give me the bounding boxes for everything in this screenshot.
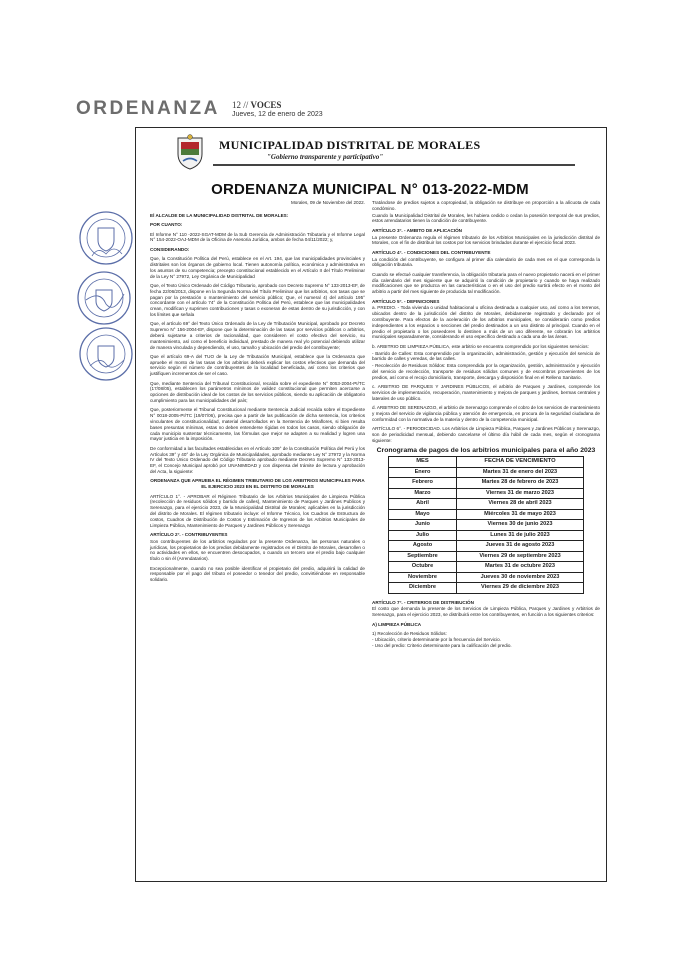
paragraph-facultades: De conformidad a las facultades establecidas en el Artículo 109° de la Constitución Política del Perú y los Artículos 39° y 40° de la Ley Orgánica de Municipalidades, aprobado mediante Ley N° 27972 y la Norma IV del Texto Único Ordenado del Código Tributario aprobado mediante Decreto Supremo N° 133-2013-EF, el Concejo Municipal aprobó por UNANIMIDAD y con dispensa del trámite de lectura y aprobación del Acta, la siguiente: (150, 445, 365, 475)
page-number: 12 (232, 100, 241, 110)
article-2: Son contribuyentes de los arbitrios regulados por la presente Ordenanza, las personas naturales o jurídicas, los propietarios de los predios debidamente registrados en el Distrito de Morales, desarrollen o no actividades en ellos, se encuentren desocupados, o cuando un tercero use el predio bajo cualquier título o sin él (Arrendatarios). (150, 538, 365, 562)
stamp-seals (76, 210, 136, 380)
right-column (372, 200, 600, 652)
table-header-row (389, 457, 584, 468)
dateline: Morales, 09 de Noviembre del 2022. (290, 200, 365, 205)
article-4: La condición del contribuyente, se configura al primer día calendario de cada mes en el que corresponda la obligación tributaria. (372, 256, 600, 268)
paragraph-sentencia-tc: Que, mediante Sentencia del Tribunal Constitucional, recaída sobre el expediente N° 0053-2004-PI/TC (17/08/05), establecen los parámetros mínimos de validez constitucional que permiten acercarse a opciones de distribución ideal de los costos de los servicios públicos, siendo su aplicación de obligatorio cumplimiento para las municipalidades del país; (150, 380, 365, 404)
definition-serenazgo: d. ARBITRIO DE SERENAZGO, el arbitrio de Serenazgo comprende el cobro de los servicios de mantenimiento y mejora del servicio de vigilancia pública y atención de emergencia, en procura de la seguridad ciudadana de conformidad con la normativa de la materia y dentro de la competencia municipal. (372, 405, 601, 422)
paragraph-codigo-tributario: Que, el Texto Único Ordenado del Código Tributario, aprobado con Decreto Supremo N° 133-2013-EF, de fecha 22/06/2013, dispone en la Segunda Norma del Título Preliminar que los arbitrios, son tasas que se pagan por la prestación o mantenimiento del servicio público; Que, el numeral 4) del artículo 195° concordante con el artículo 74° de la Constitución Política del Perú, establece que las municipalidades crean, modifican y suprimen contribuciones y tasas o exoneran de estas dentro de su jurisdicción, y con los límites que señala (150, 282, 365, 317)
considerando-heading: CONSIDERANDO: (150, 246, 190, 252)
ordinance-title: ORDENANZA MUNICIPAL N° 013-2022-MDM (211, 181, 529, 198)
due-date-cell: Viernes 28 de abril 2023 (457, 499, 584, 510)
article-6: ARTÍCULO 6°. - PERIODICIDAD. Los Arbitrios de Limpieza Pública, Parques y Jardines Públicos y Serenazgo, son de periodicidad mensual, debiendo cancelarse el último día hábil de cada mes, según el cronograma siguiente: (372, 426, 600, 443)
paragraph-transferencia: Cuando se efectué cualquier transferencia, la obligación tributaria para el nuevo propietario nacerá en el primer día calendario del mes siguiente que se adquirió la condición de propietario y cuando se haya realizado modificaciones que se produzca en las características o en el uso del predio surtirá efecto en el monto del arbitrio a partir del mes siguiente de producida tal modificación. (372, 271, 600, 295)
municipal-seal-stamp (78, 210, 134, 266)
criterion-recoleccion: 1) Recolección de Residuos Sólidos: (372, 630, 447, 636)
paragraph-excepcionalmente: Excepcionalmente, cuando no sea posible identificar el propietario del predio, adquirirá la calidad de responsable por el pago del tributo el poseedor o tenedor del predio, convirtiéndose en responsable solidario. (150, 565, 365, 583)
due-date-cell: Lunes 31 de julio 2023 (457, 530, 584, 541)
definition-parques: c. ARBITRIO DE PARQUES Y JARDINES PÚBLICOS, el arbitrio de Parques y Jardines, comprende los servicios de implementación, recuperación, mantenimiento y mejora de parques y jardines, bermas centrales y laterales de uso público. (372, 384, 600, 401)
due-date-cell: Jueves 31 de agosto 2023 (457, 541, 584, 552)
table-row (389, 572, 584, 583)
criterion-uso: - Uso del predio: Criterio determinante para la calificación del predio. (372, 642, 512, 648)
definition-limpieza: b. ARBITRIO DE LIMPIEZA PÚBLICA, este arbitrio se encuentra comprendido por los siguientes servicios: (372, 343, 589, 349)
due-date-cell: Martes 31 de octubre 2023 (457, 562, 584, 573)
section-title: ORDENANZA (76, 98, 220, 119)
paragraph-articulo-69a: Que el artículo 69-A del TUO de la Ley de Tributación Municipal, establece que la Ordenanza que apruebe el monto de las tasas de los arbitrios deberá explicar los costos efectivos que demanda del servicio según el número de contribuyentes de la localidad beneficiada, así como los criterios que justifiquen incrementos de ser el caso. (150, 353, 365, 377)
due-date-cell: Miércoles 31 de mayo 2023 (457, 509, 584, 520)
article-1: ARTÍCULO 1°. - APROBAR el Régimen Tributario de los Arbitrios Municipales de Limpieza Pública (recolección de residuos sólidos y barrido de calles), Mantenimiento de Parques y Jardines Publicos y Serenazgo, para el ejercicio 2023, de la Municipalidad Distrital de Morales; aplicables en la jurisdicción del distrito de Morales. El régimen tributario incluye: el Informe Técnico, los Cuadros de Estructura de costos, Cuadros de Distribución de Costos y Estimación de Ingresos de los Arbitrios Municipales de Limpieza Pública, Mantenimiento de Parques y Jardines Públicos y Serenazgo (150, 493, 365, 528)
due-date-cell: Viernes 29 de diciembre 2023 (457, 583, 584, 594)
paragraph-articulo-69: Que, el artículo 69° del Texto Único Ordenado de la Ley de Tributación Municipal, aprobado por Decreto Supremo N° 156-2004-EF, dispone que la determinación de las tasas por servicios públicos o arbitrios, deberá sujetarse a criterios de racionalidad, que consideren el costo efectivo del servicio, su mantenimiento, así como el beneficio individual, prestado de manera real y/o potencial debiendo utilizar de manera vinculada y dependiendo, el uso, tamaño y ubicación del predio del contribuyente; (150, 321, 365, 350)
page-separator: // (243, 100, 249, 110)
table-row (389, 488, 584, 499)
signature-seal-stamp (76, 270, 132, 326)
paragraph-informe: El Informe N° 110 -2022-SGAT-MDM de la Sub Gerencia de Administración Tributaria y el Informe Legal N° 154-2022-OAJ-MDM de la Oficina de Asesoria Jurídica, ambos de fecha 04/11/2022; y, (150, 231, 365, 243)
paragraph-copropiedad: Tratándose de predios sujetos a copropiedad, la obligación se distribuye en proporción a la alícuota de cada condómino. (372, 200, 600, 211)
table-row (389, 478, 584, 489)
month-cell: Octubre (389, 562, 457, 573)
column-header-due-date: FECHA DE VENCIMIENTO (457, 457, 584, 468)
table-row (389, 520, 584, 531)
payment-schedule-table (388, 456, 584, 594)
due-date-cell: Martes 28 de febrero de 2023 (457, 478, 584, 489)
article-7: El costo que demanda la presente de los Servicios de Limpieza Pública, Parques y Jardines y Arbitrios de Serenazgo, para el ejercicio 2023, se distribuirá entre los contribuyentes, en función a los siguientes criterios: (372, 606, 600, 618)
slogan: "Gobierno transparente y participativo" (267, 153, 384, 161)
header-rule (213, 164, 575, 166)
table-row (389, 551, 584, 562)
table-row (389, 467, 584, 478)
table-row (389, 530, 584, 541)
page-number-line (232, 100, 281, 110)
definition-predio: a. PREDIO. - Toda vivienda o unidad habitacional u oficina destinada a cualquier uso, así como a los terrenos, ubicados dentro de la jurisdicción del distrito de Morales, debidamente registrado y declarado por el contribuyente. Para efectos de la aceleración de los arbitrios municipales, se considerarán como predios independientes a los espacios o secciones del predio destinados a un uso distinto al principal. Cuando en el predio el propietario o los poseedores lo destinen a más de un uso diferente, se cobrarán los arbitrios municipales separadamente, considerando el uso específico destinado a cada una de las áreas. (372, 305, 600, 340)
article-7-heading: ARTÍCULO 7°. - CRITERIOS DE DISTRIBUCIÓN (372, 599, 474, 605)
table-row (389, 541, 584, 552)
addressee: El ALCALDE DE LA MUNICIPALIDAD DISTRITAL DE MORALES: (150, 212, 289, 218)
por-cuanto-heading: POR CUANTO: (150, 222, 183, 228)
article-3-heading: ARTÍCULO 3°. - AMBITO DE APLICACIÓN (372, 227, 462, 233)
schedule-title: Cronograma de pagos de los arbitrios municipales para el año 2023 (376, 447, 596, 455)
paragraph-sentencia-judicial: Que, posteriormente el Tribunal Constitucional mediante Sentencia Judicial recaída sobre el Expediente N° 0018-2005-PI/TC (19/07/06), precisa que a partir de las publicación de dicha sentencia, los criterios vinculantes de constitucionalidad, material desarrollados en la Sentencia de Miraflores, si bien resulta bases presuntas mínimas, estas no deben entenderse rígidas en todos los casos, siendo obligación de cada municipio sustentar técnicamente, las fórmulas que mejor se adapten a su realidad y logren una mayor justicia en la imposición. (150, 407, 365, 442)
table-row (389, 509, 584, 520)
table-row (389, 562, 584, 573)
municipality-name: MUNICIPALIDAD DISTRITAL DE MORALES (219, 138, 481, 152)
secretary-seal-stamp (78, 326, 134, 382)
criterion-ubicacion: - Ubicación, criterio determinante por la frecuencia del Servicio. (372, 636, 501, 642)
month-cell: Agosto (389, 541, 457, 552)
limpieza-heading: A) LIMPIEZA PÚBLICA (372, 621, 422, 627)
paragraph-arrendatarios: Cuando la Municipalidad Distrital de Morales, les hubiera cedido o cedan la posesión temporal de sus predios, estos arrendatarios tienen la condición de contribuyente. (372, 212, 600, 224)
month-cell: Septiembre (389, 551, 457, 562)
month-cell: Mayo (389, 509, 457, 520)
article-4-heading: ARTÍCULO 4°. - CONDICIONES DEL CONTRIBUYENTE (372, 249, 491, 255)
month-cell: Diciembre (389, 583, 457, 594)
due-date-cell: Martes 31 de enero del 2023 (457, 467, 584, 478)
article-5-heading: ARTÍCULO 5°. - DEFINICIONES (372, 298, 440, 304)
masthead (76, 98, 616, 124)
due-date-cell: Viernes 29 de septiembre 2023 (457, 551, 584, 562)
month-cell: Junio (389, 520, 457, 531)
column-header-month: MES (389, 457, 457, 468)
article-2-heading: ARTÍCULO 2°. - CONTRIBUYENTES (150, 531, 228, 537)
document-header (175, 134, 575, 178)
month-cell: Abril (389, 499, 457, 510)
due-date-cell: Viernes 31 de marzo 2023 (457, 488, 584, 499)
paper-name: VOCES (250, 100, 282, 110)
month-cell: Marzo (389, 488, 457, 499)
table-row (389, 583, 584, 594)
article-3: La presente Ordenanza regula el régimen tributario de los Arbitrios Municipales en la jurisdicción distrital de Morales, con el fin de distribuir los costos por los servicios brindados durante el ejercicio fiscal 2023. (372, 234, 600, 246)
month-cell: Febrero (389, 478, 457, 489)
ordinance-heading: ORDENANZA QUE APRUEBA EL RÉGIMEN TRIBUTARIO DE LOS ARBITRIOS MUNICIPALES PARA EL EJERCICIO 2023 EN EL DISTRITO DE MORALES (150, 478, 365, 490)
month-cell: Noviembre (389, 572, 457, 583)
month-cell: Enero (389, 467, 457, 478)
left-column (150, 200, 365, 587)
table-row (389, 499, 584, 510)
issue-date: Jueves, 12 de enero de 2023 (232, 111, 323, 118)
definition-recoleccion: - Recolección de Residuos Sólidos: Esta comprendida por la organización, gestión, administración y ejecución del servicio de recolección, transporte de residuos sólidos comunes y de escombros provenientes de los predios, así como el recojo domiciliario, transporte, descarga y disposición final en el Relleno Sanitario. (372, 363, 600, 380)
due-date-cell: Viernes 30 de junio 2023 (457, 520, 584, 531)
due-date-cell: Jueves 30 de noviembre 2023 (457, 572, 584, 583)
municipal-shield-icon (175, 134, 205, 170)
month-cell: Julio (389, 530, 457, 541)
definition-barrido: - Barrido de Calles: Esta comprendido por la organización, administración, gestión y ejecución del servicio de barrido de calles y veredas, de las calles. (372, 350, 600, 362)
paragraph-constitucion: Que, la Constitución Política del Perú, establece en el Art. 194, que las municipalidades provinciales y distritales son los órganos de gobierno local. Tienen autonomía política, económica y administrativa en los asuntos de su competencia; precepto constitucional establecido en el Artículo II del Título Preliminar de la Ley N° 27972, Ley Orgánica de Municipalidad (150, 256, 365, 279)
